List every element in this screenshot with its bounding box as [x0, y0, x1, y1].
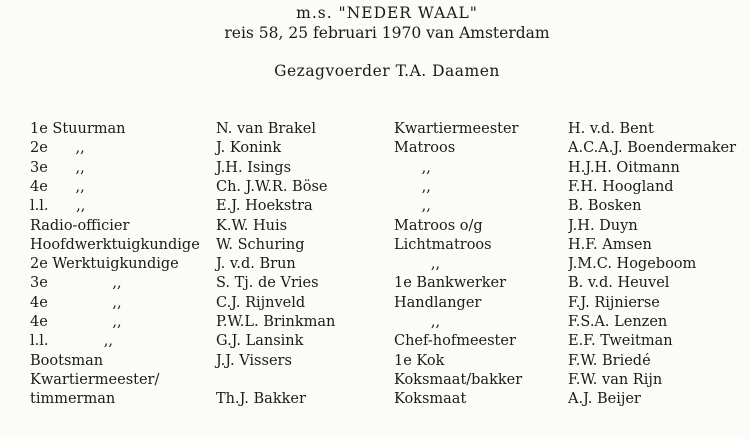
crew-position-right: 1e Bankwerker — [394, 275, 507, 292]
crew-name-right: J.M.C. Hogeboom — [568, 256, 697, 273]
crew-name-right: F.W. van Rijn — [568, 371, 663, 388]
crew-row — [0, 140, 750, 160]
crew-position-left: timmerman — [30, 391, 116, 408]
crew-position-right: Chef-hofmeester — [394, 333, 516, 350]
crew-position-right: Handlanger — [394, 294, 482, 311]
crew-name-left: J.J. Vissers — [216, 352, 292, 369]
crew-name-right: F.W. Briedé — [568, 352, 651, 369]
crew-name-right: H.J.H. Oitmann — [568, 159, 680, 176]
crew-name-left: J. v.d. Brun — [216, 256, 296, 273]
crew-name-right: F.S.A. Lenzen — [568, 314, 668, 330]
crew-row — [0, 218, 750, 238]
crew-position-right: Matroos o/g — [394, 217, 483, 234]
crew-row — [0, 256, 750, 276]
crew-name-left: K.W. Huis — [216, 217, 288, 234]
crew-name-left: G.J. Lansink — [216, 333, 304, 350]
crew-row — [0, 295, 750, 315]
crew-name-right: F.J. Rijnierse — [568, 294, 660, 311]
crew-name-right: A.C.A.J. Boendermaker — [568, 140, 737, 157]
crew-position-left: 4e ,, — [30, 178, 85, 195]
crew-position-right: ,, — [394, 256, 441, 273]
crew-row — [0, 121, 750, 141]
crew-position-left: Hoofdwerktuigkundige — [30, 236, 200, 253]
crew-name-right: B. Bosken — [568, 198, 642, 215]
crew-name-left: J.H. Isings — [216, 159, 292, 176]
crew-row — [0, 391, 750, 411]
crew-position-right: Matroos — [394, 140, 456, 157]
crew-row — [0, 275, 750, 295]
crew-position-left: 3e ,, — [30, 275, 122, 292]
crew-row — [0, 179, 750, 199]
crew-name-left: W. Schuring — [216, 236, 305, 253]
crew-name-right: A.J. Beijer — [568, 391, 641, 408]
crew-position-left: Bootsman — [30, 352, 104, 369]
crew-position-left: 3e ,, — [30, 159, 85, 176]
crew-row — [0, 198, 750, 218]
crew-position-right: 1e Kok — [394, 352, 445, 369]
crew-name-right: J.H. Duyn — [568, 217, 638, 234]
crew-row — [0, 237, 750, 257]
crew-name-left: E.J. Hoekstra — [216, 198, 313, 215]
crew-position-left: 2e Werktuigkundige — [30, 256, 179, 273]
crew-name-left: S. Tj. de Vries — [216, 275, 319, 292]
crew-name-right: B. v.d. Heuvel — [568, 275, 670, 292]
crew-position-left: Kwartiermeester/ — [30, 371, 160, 388]
crew-name-left: P.W.L. Brinkman — [216, 314, 336, 330]
crew-position-right: ,, — [394, 178, 431, 195]
crew-row — [0, 314, 750, 334]
crew-name-left: N. van Brakel — [216, 121, 316, 137]
crew-position-left: 4e ,, — [30, 294, 122, 311]
voyage-line: reis 58, 25 februari 1970 van Amsterdam — [224, 24, 550, 42]
crew-name-right: E.F. Tweitman — [568, 333, 673, 350]
crew-name-left: J. Konink — [216, 140, 282, 157]
crew-row — [0, 372, 750, 392]
crew-name-left: C.J. Rijnveld — [216, 294, 306, 311]
crew-row — [0, 353, 750, 373]
crew-row — [0, 160, 750, 180]
crew-row — [0, 333, 750, 353]
crew-position-right: ,, — [394, 314, 441, 330]
crew-position-left: Radio-officier — [30, 217, 130, 234]
crew-position-left: 2e ,, — [30, 140, 85, 157]
crew-position-left: l.l. ,, — [30, 198, 86, 215]
crew-position-right: Kwartiermeester — [394, 121, 519, 137]
crew-name-right: H.F. Amsen — [568, 236, 652, 253]
crew-name-right: F.H. Hoogland — [568, 178, 674, 195]
crew-position-right: Lichtmatroos — [394, 236, 492, 253]
crew-position-left: l.l. ,, — [30, 333, 114, 350]
captain-line: Gezagvoerder T.A. Daamen — [274, 62, 500, 80]
crew-position-left: 4e ,, — [30, 314, 122, 330]
crew-name-right: H. v.d. Bent — [568, 121, 654, 137]
crew-position-right: ,, — [394, 159, 431, 176]
crew-position-right: Koksmaat/bakker — [394, 371, 523, 388]
crew-name-left: Th.J. Bakker — [216, 391, 306, 408]
ship-name: m.s. "NEDER WAAL" — [296, 4, 478, 22]
crew-name-left: Ch. J.W.R. Böse — [216, 178, 328, 195]
crew-position-left: 1e Stuurman — [30, 121, 126, 137]
crew-position-right: ,, — [394, 198, 431, 215]
crew-position-right: Koksmaat — [394, 391, 467, 408]
